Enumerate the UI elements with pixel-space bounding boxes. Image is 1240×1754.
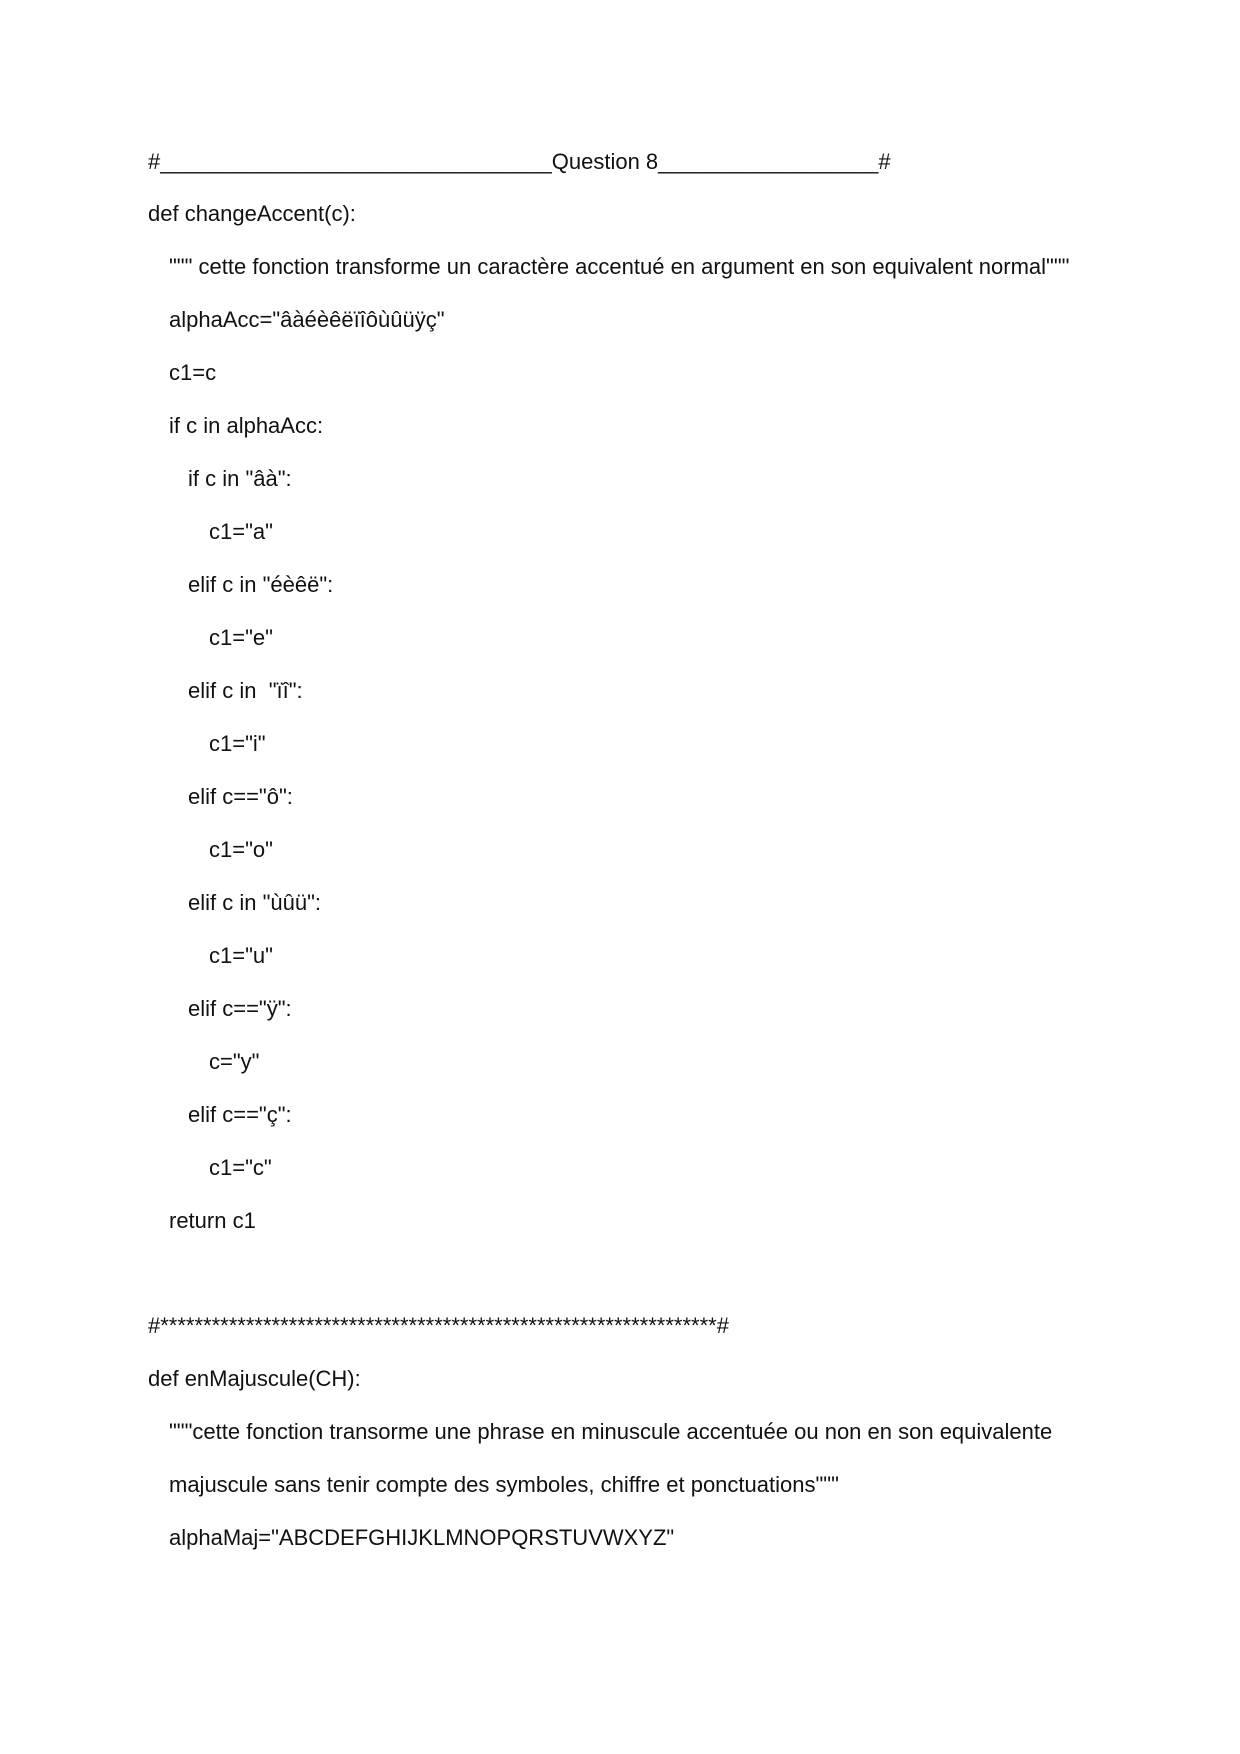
separator-line: #*****************************************************************# bbox=[148, 1313, 729, 1338]
code-line: alphaAcc="âàéèêëïîôùûüÿç" bbox=[169, 307, 445, 332]
docstring-line: majuscule sans tenir compte des symboles, chiffre et ponctuations""" bbox=[169, 1472, 839, 1497]
docstring-line: """cette fonction transorme une phrase en minuscule accentuée ou non en son equivalente bbox=[169, 1419, 1053, 1444]
code-line: c1="a" bbox=[209, 519, 273, 544]
code-line: return c1 bbox=[169, 1208, 256, 1233]
code-line: c1="i" bbox=[209, 731, 266, 756]
code-line: elif c=="ô": bbox=[188, 784, 293, 809]
code-line: if c in "âà": bbox=[188, 466, 292, 491]
code-line: elif c=="ÿ": bbox=[188, 996, 292, 1021]
code-line: c1="e" bbox=[209, 625, 273, 650]
code-line: c1="o" bbox=[209, 837, 273, 862]
code-line: c="y" bbox=[209, 1049, 260, 1074]
code-line: c1="u" bbox=[209, 943, 273, 968]
section-header-question-8: #________________________________Question 8__________________# bbox=[148, 149, 891, 174]
code-line: c1="c" bbox=[209, 1155, 272, 1180]
code-line: if c in alphaAcc: bbox=[169, 413, 324, 438]
code-line: def enMajuscule(CH): bbox=[148, 1366, 361, 1391]
code-line: elif c in "ïî": bbox=[188, 678, 303, 703]
code-line: alphaMaj="ABCDEFGHIJKLMNOPQRSTUVWXYZ" bbox=[169, 1525, 675, 1550]
code-line: def changeAccent(c): bbox=[148, 201, 356, 226]
code-line: elif c in "éèêë": bbox=[188, 572, 334, 597]
code-line: elif c=="ç": bbox=[188, 1102, 292, 1127]
code-line: elif c in "ùûü": bbox=[188, 890, 322, 915]
docstring-line: """ cette fonction transforme un caractère accentué en argument en son equivalent normal""" bbox=[169, 254, 1070, 279]
code-line: c1=c bbox=[169, 360, 217, 385]
